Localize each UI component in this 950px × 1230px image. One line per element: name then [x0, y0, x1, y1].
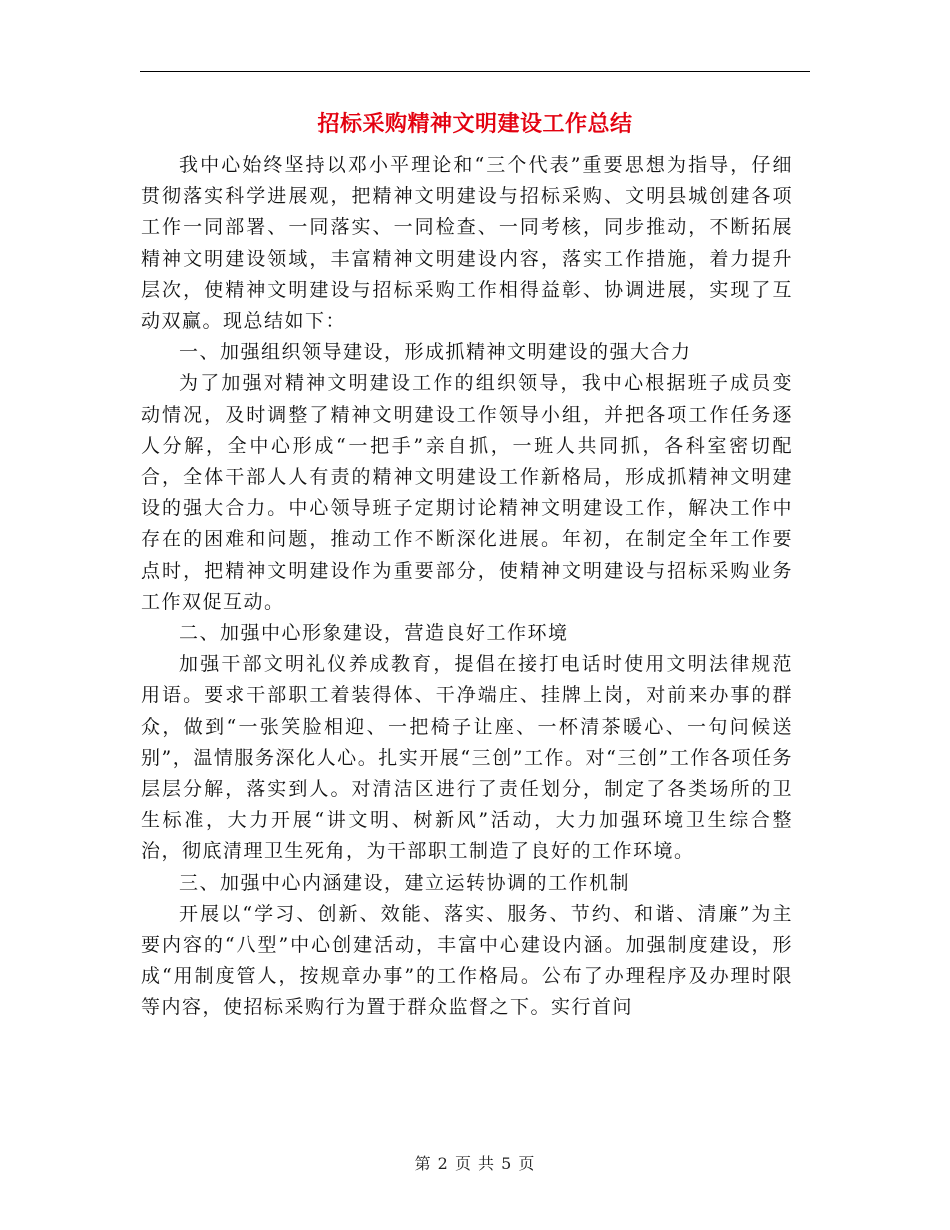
section-paragraph-2: 加强干部文明礼仪养成教育，提倡在接打电话时使用文明法律规范用语。要求干部职工着装得体、干净端庄、挂牌上岗，对前来办事的群众，做到“一张笑脸相迎、一把椅子让座、一杯清茶暖心、一句问候送别”，温情服务深化人心。扎实开展“三创”工作。对“三创”工作各项任务层层分解，落实到人。对清洁区进行了责任划分，制定了各类场所的卫生标准，大力开展“讲文明、树新风”活动，大力加强环境卫生综合整治，彻底清理卫生死角，为干部职工制造了良好的工作环境。 [141, 653, 793, 863]
header-rule [140, 71, 810, 72]
document-body [141, 150, 793, 1024]
page-number-footer: 第 2 页 共 5 页 [414, 1154, 536, 1173]
section-paragraph-3: 开展以“学习、创新、效能、落实、服务、节约、和谐、清廉”为主要内容的“八型”中心创建活动，丰富中心建设内涵。加强制度建设，形成“用制度管人，按规章办事”的工作格局。公布了办理程序及办理时限等内容，使招标采购行为置于群众监督之下。实行首问 [141, 902, 793, 1019]
section-heading-2: 二、加强中心形象建设，营造良好工作环境 [179, 622, 569, 645]
section-heading-3: 三、加强中心内涵建设，建立运转协调的工作机制 [179, 871, 631, 894]
section-heading-1: 一、加强组织领导建设，形成抓精神文明建设的强大合力 [179, 341, 692, 364]
intro-paragraph: 我中心始终坚持以邓小平理论和“三个代表”重要思想为指导，仔细贯彻落实科学进展观，把精神文明建设与招标采购、文明县城创建各项工作一同部署、一同落实、一同检查、一同考核，同步推动，不断拓展精神文明建设领域，丰富精神文明建设内容，落实工作措施，着力提升层次，使精神文明建设与招标采购工作相得益彰、协调进展，实现了互动双赢。现总结如下： [141, 154, 793, 333]
section-paragraph-1: 为了加强对精神文明建设工作的组织领导，我中心根据班子成员变动情况，及时调整了精神文明建设工作领导小组，并把各项工作任务逐人分解，全中心形成“一把手”亲自抓，一班人共同抓，各科室密切配合，全体干部人人有责的精神文明建设工作新格局，形成抓精神文明建设的强大合力。中心领导班子定期讨论精神文明建设工作，解决工作中存在的困难和问题，推动工作不断深化进展。年初，在制定全年工作要点时，把精神文明建设作为重要部分，使精神文明建设与招标采购业务工作双促互动。 [141, 372, 793, 613]
document-title: 招标采购精神文明建设工作总结 [317, 112, 633, 137]
